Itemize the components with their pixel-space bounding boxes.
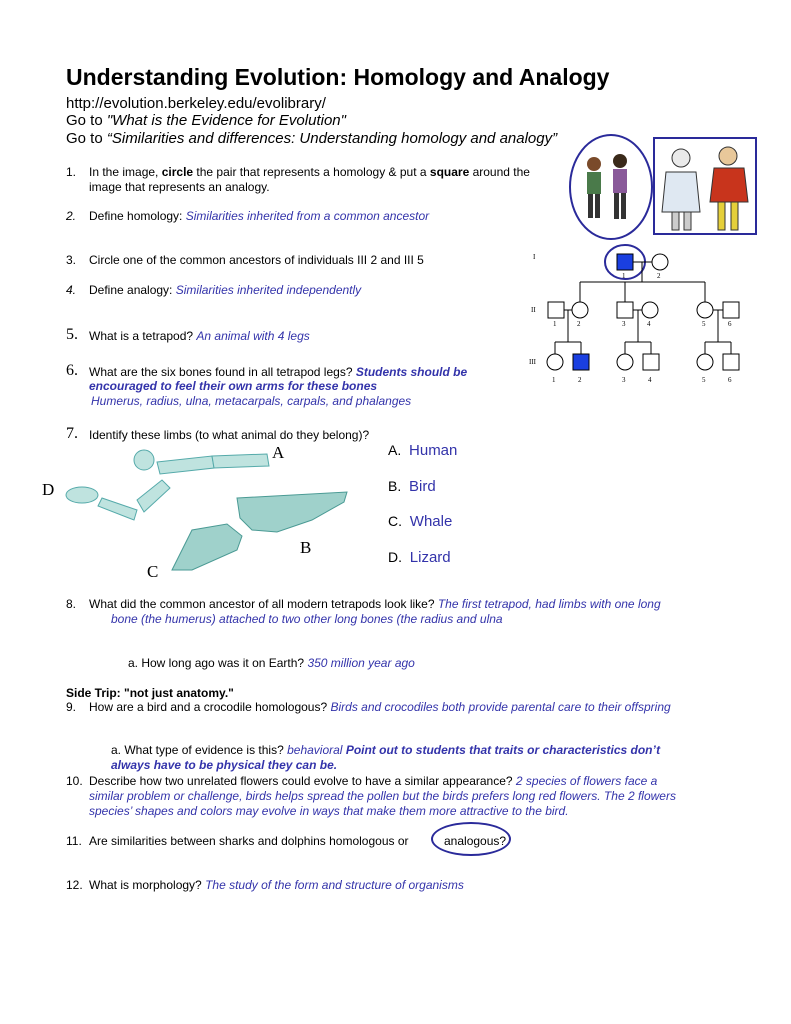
- kid-figures: [587, 154, 627, 219]
- q6-note: Students should be: [355, 365, 468, 379]
- q4-number: 4.: [66, 283, 77, 297]
- q9a-text: a. What type of evidence is this? behavioral Point out to students that traits or characteristics don’t: [111, 743, 661, 757]
- q11-text: Are similarities between sharks and dolphins homologous or: [89, 834, 409, 848]
- gen3-female-1: [547, 354, 563, 370]
- svg-text:6: 6: [728, 320, 732, 328]
- gen-label-ii: II: [531, 306, 536, 314]
- svg-text:4: 4: [648, 376, 652, 384]
- q2-number: 2.: [66, 209, 77, 223]
- goto-line-1: [66, 112, 346, 129]
- q9-answer: Birds and crocodiles both provide parental care to their offspring: [330, 700, 671, 714]
- homology-circle: [570, 135, 652, 239]
- q8-text: What did the common ancestor of all modern tetrapods look like? The first tetrapod, had limbs with one long: [89, 597, 661, 611]
- q5-number: 5.: [66, 326, 78, 343]
- q8a-text: a. How long ago was it on Earth? 350 million year ago: [128, 656, 415, 670]
- q2-text: Define homology: Similarities inherited from a common ancestor: [89, 209, 430, 223]
- q10-answer: 2 species of flowers face a: [515, 774, 658, 788]
- q10-text: Describe how two unrelated flowers could evolve to have a similar appearance? 2 species of flowers face a: [89, 774, 658, 788]
- gen-label-iii: III: [529, 358, 536, 366]
- q7-text: Identify these limbs (to what animal do they belong)?: [89, 428, 370, 442]
- q6-number: 6.: [66, 362, 78, 379]
- q8-number: 8.: [66, 597, 77, 611]
- gen2-female-5: [697, 302, 713, 318]
- q1-text: In the image, circle the pair that represents a homology & put a square around the: [89, 165, 530, 179]
- svg-text:2: 2: [577, 320, 581, 328]
- q7-number: 7.: [66, 425, 78, 442]
- q6-text: What are the six bones found in all tetrapod legs? Students should be: [89, 365, 468, 379]
- limb-label-a: A: [272, 443, 285, 462]
- q2-answer: Similarities inherited from a common ancestor: [185, 209, 430, 223]
- gen2-female-2: [572, 302, 588, 318]
- q3-text: Circle one of the common ancestors of individuals III 2 and III 5: [89, 253, 424, 267]
- q6-note-line2: encouraged to feel their own arms for these bones: [89, 379, 378, 393]
- goto-prefix: Go to: [66, 130, 107, 147]
- adult-figures: [662, 147, 748, 230]
- limb-d-lizard: [66, 480, 170, 520]
- q1-number: 1.: [66, 165, 77, 179]
- q10-answer-line3: species’ shapes and colors may evolve in ways that make them more attractive to the bird.: [89, 804, 569, 818]
- gen1-female-2: [652, 254, 668, 270]
- goto-prefix: Go to: [66, 112, 107, 129]
- q8-answer: The first tetrapod, had limbs with one long: [437, 597, 661, 611]
- gen2-male-3: [617, 302, 633, 318]
- svg-text:5: 5: [702, 376, 706, 384]
- gen2-male-1: [548, 302, 564, 318]
- limb-label-d: D: [42, 480, 55, 499]
- gen-label-i: I: [533, 253, 536, 261]
- svg-text:1: 1: [622, 272, 626, 280]
- q10-number: 10.: [66, 774, 83, 788]
- goto-link-evidence[interactable]: "What is the Evidence for Evolution": [106, 112, 346, 129]
- gen3-male-2: [573, 354, 589, 370]
- pedigree-chart: [525, 242, 765, 392]
- q9a-answer: behavioral: [287, 743, 346, 757]
- q3-number: 3.: [66, 253, 77, 267]
- gen3-male-4: [643, 354, 659, 370]
- goto-line-2: [66, 130, 557, 147]
- q1-text-line2: image that represents an analogy.: [89, 180, 270, 194]
- q11-number: 11.: [66, 834, 82, 848]
- svg-text:2: 2: [657, 272, 661, 280]
- limb-b-bird: [237, 492, 347, 532]
- q12-answer: The study of the form and structure of organisms: [205, 878, 464, 892]
- gen1-male-1: [617, 254, 633, 270]
- q9a-note-line2: always have to be physical they can be.: [111, 758, 338, 772]
- limb-a-human: [134, 450, 269, 474]
- gen3-male-6: [723, 354, 739, 370]
- q9-number: 9.: [66, 700, 77, 714]
- gen2-female-4: [642, 302, 658, 318]
- q5-answer: An animal with 4 legs: [196, 329, 310, 343]
- limb-label-b: B: [300, 538, 312, 557]
- q6-answer: Humerus, radius, ulna, metacarpals, carpals, and phalanges: [91, 394, 412, 408]
- svg-text:1: 1: [553, 320, 557, 328]
- q12-number: 12.: [66, 878, 83, 892]
- svg-text:1: 1: [552, 376, 556, 384]
- q8-answer-line2: bone (the humerus) attached to two other long bones (the radius and ulna: [111, 612, 503, 626]
- goto-link-similarities[interactable]: “Similarities and differences: Understanding homology and analogy”: [106, 130, 558, 147]
- svg-text:4: 4: [647, 320, 651, 328]
- source-url[interactable]: http://evolution.berkeley.edu/evolibrary/: [66, 95, 326, 112]
- q5-text: What is a tetrapod? An animal with 4 legs: [89, 329, 310, 343]
- q11-circled-answer: analogous?: [431, 822, 511, 856]
- limb-c-whale: [172, 524, 242, 570]
- gen3-female-3: [617, 354, 633, 370]
- limb-label-c: C: [147, 562, 159, 581]
- svg-text:2: 2: [578, 376, 582, 384]
- q9-text: How are a bird and a crocodile homologous? Birds and crocodiles both provide parental care to their offspring: [89, 700, 671, 714]
- q10-answer-line2: similar problem or challenge, birds helps spread the pollen but the birds prefers long red flowers. The 2 flowers: [89, 789, 676, 803]
- homology-analogy-image: [568, 132, 768, 242]
- gen2-male-6: [723, 302, 739, 318]
- q12-text: What is morphology? The study of the form and structure of organisms: [89, 878, 464, 892]
- limb-illustrations: [62, 440, 362, 580]
- limb-choice-b: B. Bird: [388, 478, 436, 495]
- svg-text:3: 3: [622, 320, 626, 328]
- q4-answer: Similarities inherited independently: [175, 283, 362, 297]
- svg-text:3: 3: [622, 376, 626, 384]
- page-title: Understanding Evolution: Homology and Analogy: [66, 64, 610, 90]
- q4-text: Define analogy: Similarities inherited independently: [89, 283, 362, 297]
- svg-text:6: 6: [728, 376, 732, 384]
- limb-choice-a: A. Human: [388, 442, 458, 459]
- limb-choice-d: D. Lizard: [388, 549, 451, 566]
- q9a-note: Point out to students that traits or characteristics don’t: [345, 743, 661, 757]
- svg-text:5: 5: [702, 320, 706, 328]
- gen3-female-5: [697, 354, 713, 370]
- side-trip-heading: Side Trip: "not just anatomy.": [66, 686, 234, 700]
- limb-choice-c: C. Whale: [388, 513, 453, 530]
- q8a-answer: 350 million year ago: [307, 656, 415, 670]
